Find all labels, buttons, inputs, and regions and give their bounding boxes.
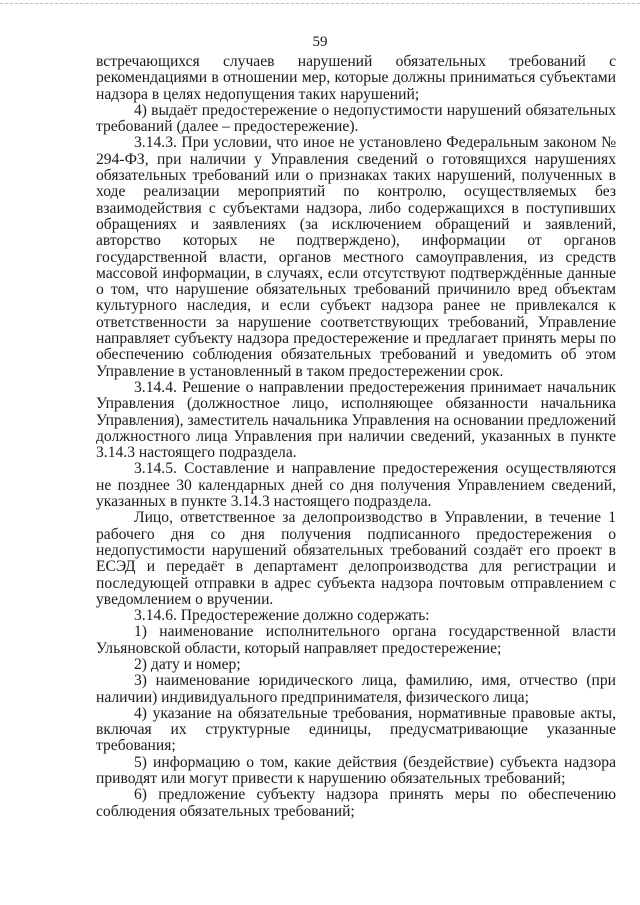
paragraph: 1) наименование исполнительного органа государственной власти Ульяновской области, который направляет предостережение; — [96, 623, 616, 657]
document-body — [96, 54, 616, 820]
paragraph: 3.14.4. Решение о направлении предостережения принимает начальник Управления (должностное лицо, исполняющее обязанности начальника Управления), заместитель начальника Управления на основании предложений должностного лица Управления при наличии сведений, указанных в пункте 3.14.3 настоящего подраздела. — [96, 378, 616, 462]
paragraph: встречающихся случаев нарушений обязательных требований с рекомендациями в отношении мер, которые должны приниматься субъектами надзора в целях недопущения таких нарушений; — [96, 53, 616, 103]
paragraph: Лицо, ответственное за делопроизводство в Управлении, в течение 1 рабочего дня со дня получения подписанного предостережения о недопустимости нарушений обязательных требований создаёт его проект в ЕСЭД и передаёт в департамент делопроизводства для регистрации и последующей отправки в адрес субъекта надзора почтовым отправлением с уведомлением о вручении. — [96, 509, 616, 608]
paragraph: 4) выдаёт предостережение о недопустимости нарушений обязательных требований (далее – предостережение). — [96, 101, 616, 136]
paragraph: 3) наименование юридического лица, фамилию, имя, отчество (при наличии) индивидуального предпринимателя, физического лица; — [96, 672, 616, 706]
paragraph: 4) указание на обязательные требования, нормативные правовые акты, включая их структурные единицы, предусматривающие указанные требования; — [96, 704, 616, 755]
paragraph: 3.14.5. Составление и направление предостережения осуществляются не позднее 30 календарных дней со дня получения Управлением сведений, указанных в пункте 3.14.3 настоящего подраздела. — [96, 460, 616, 511]
paragraph: 3.14.6. Предостережение должно содержать: — [134, 607, 430, 625]
scan-top-edge — [0, 3, 640, 7]
paragraph: 6) предложение субъекту надзора принять меры по обеспечению соблюдения обязательных требований; — [96, 786, 616, 820]
paragraph: 3.14.3. При условии, что иное не установлено Федеральным законом № 294-ФЗ, при наличии у Управления сведений о готовящихся нарушениях обязательных требований или о признаках таких нарушений, полученных в ходе реализации мероприятий по контролю, осуществляемых без взаимодействия с субъектами надзора, либо содержащихся в поступивших обращениях и заявлениях (за исключением обращений и заявлений, авторство которых не подтверждено), информации от органов государственной власти, органов местного самоуправления, из средств массовой информации, в случаях, если отсутствуют подтверждённые данные о том, что нарушение обязательных требований причинило вред объектам культурного наследия, и если субъект надзора ранее не привлекался к ответственности за нарушение соответствующих требований, Управление направляет субъекту надзора предостережение и предлагает принять меры по обеспечению соблюдения обязательных требований и уведомить об этом Управление в установленный в таком предостережении срок. — [96, 134, 616, 380]
paragraph: 2) дату и номер; — [134, 655, 241, 673]
page-number: 59 — [312, 34, 328, 50]
paragraph: 5) информацию о том, какие действия (бездействие) субъекта надзора приводят или могут привести к нарушению обязательных требований; — [96, 753, 616, 788]
